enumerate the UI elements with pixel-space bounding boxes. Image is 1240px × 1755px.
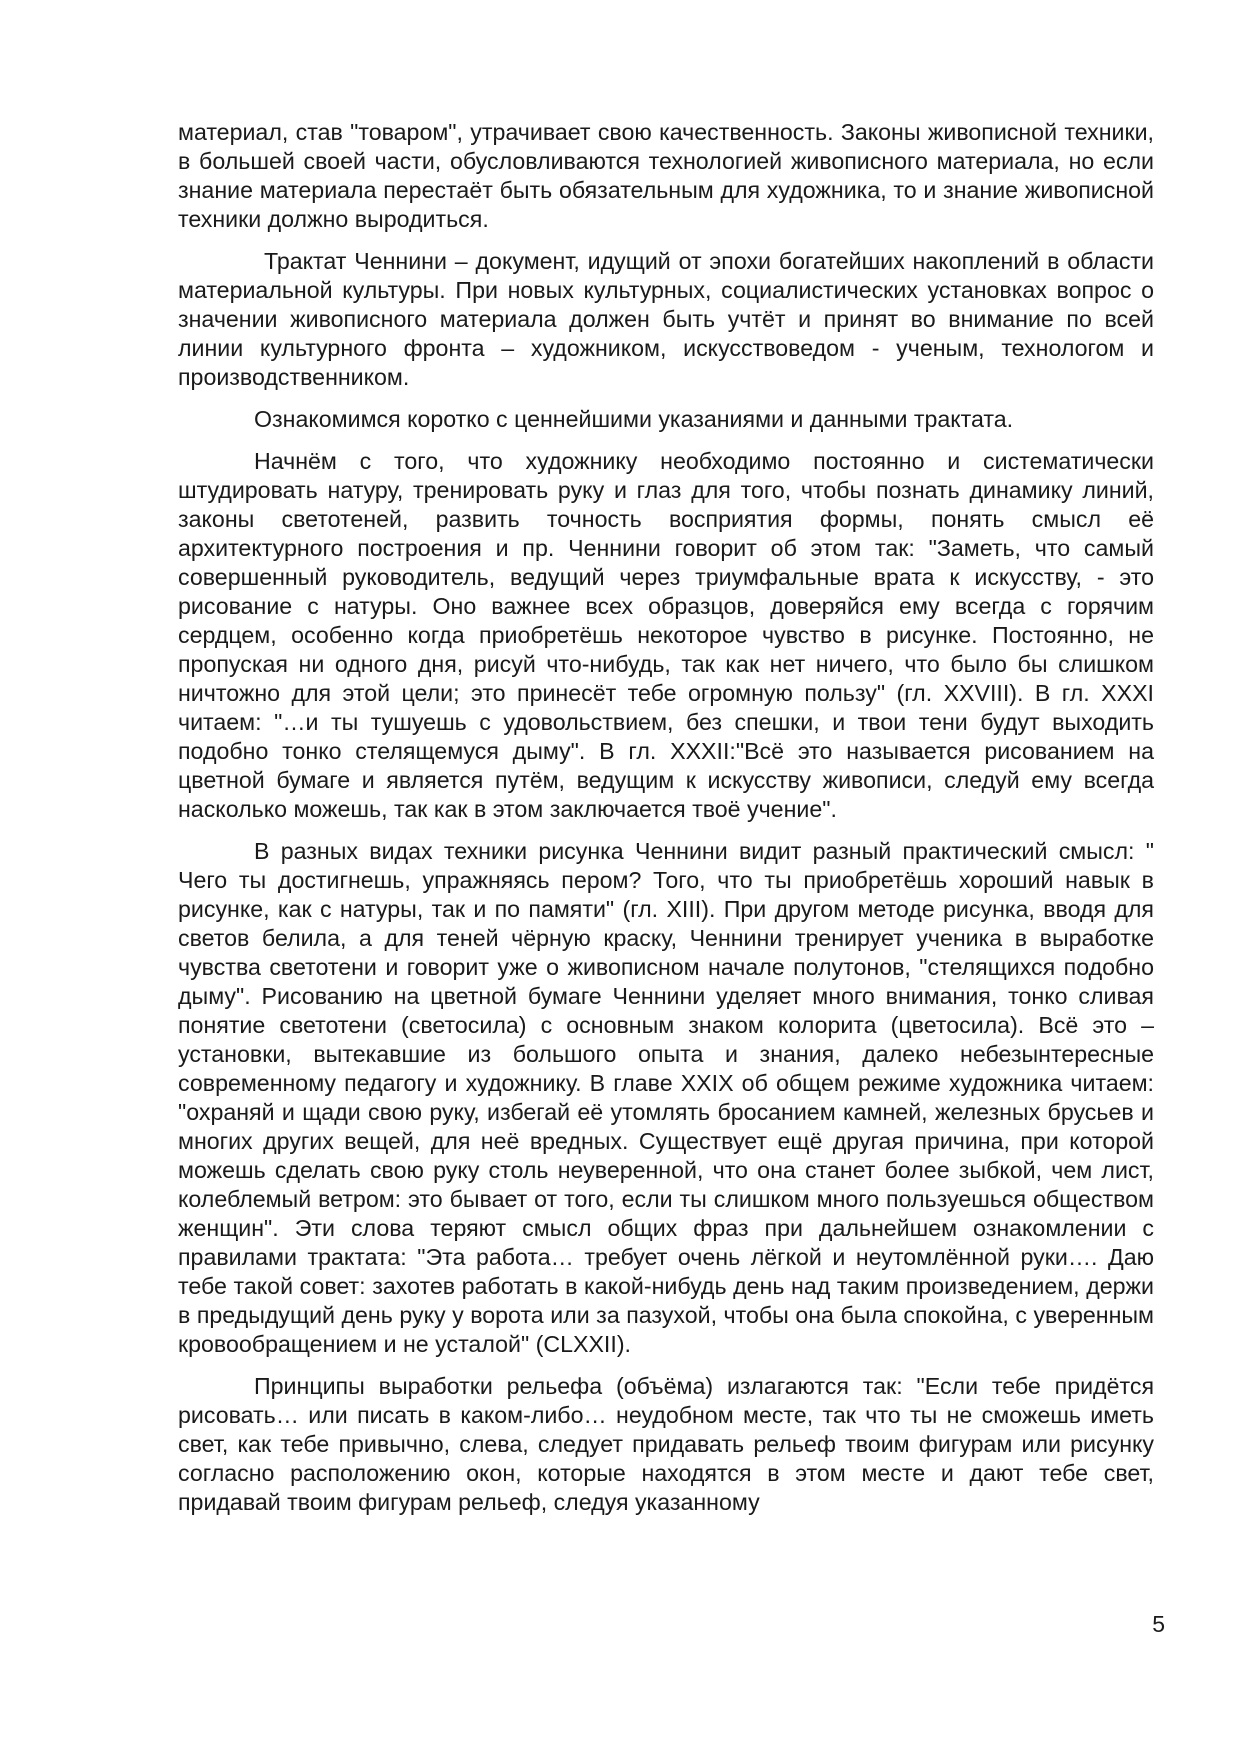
page-number: 5 (1152, 1611, 1165, 1637)
paragraph-1: материал, став "товаром", утрачивает свою качественность. Законы живописной техники, в большей своей части, обусловливаются технологией живописного материала, но если знание материала перестаёт быть обязательным для художника, то и знание живописной техники должно выродиться. (178, 119, 1154, 232)
paragraph-3: Ознакомимся коротко с ценнейшими указаниями и данными трактата. (254, 406, 1014, 432)
paragraph-5: В разных видах техники рисунка Ченнини видит разный практический смысл: " Чего ты достигнешь, упражняясь пером? Того, что ты приобретёшь хороший навык в рисунке, как с натуры, так и по памяти" (гл. XIII). При другом методе рисунка, вводя для светов белила, а для теней чёрную краску, Ченнини тренирует ученика в выработке чувства светотени и говорит уже о живописном начале полутонов, "стелящихся подобно дыму". Рисованию на цветной бумаге Ченнини уделяет много внимания, тонко сливая понятие светотени (светосила) с основным знаком колорита (цветосила). Всё это – установки, вытекавшие из большого опыта и знания, далеко небезынтересные современному педагогу и художнику. В главе XXIX об общем режиме художника читаем: "охраняй и щади свою руку, избегай её утомлять бросанием камней, железных брусьев и многих других вещей, для неё вредных. Существует ещё другая причина, при которой можешь сделать свою руку столь неуверенной, что она станет более зыбкой, чем лист, колеблемый ветром: это бывает от того, если ты слишком много пользуешься обществом женщин". Эти слова теряют смысл общих фраз при дальнейшем ознакомлении с правилами трактата: "Эта работа… требует очень лёгкой и неутомлённой руки…. Даю тебе такой совет: захотев работать в какой-нибудь день над таким произведением, держи в предыдущий день руку у ворота или за пазухой, чтобы она была спокойна, с уверенным кровообращением и не усталой" (CLXXII). (178, 838, 1154, 1357)
paragraph-6: Принципы выработки рельефа (объёма) излагаются так: "Если тебе придётся рисовать… или писать в каком-либо… неудобном месте, так что ты не сможешь иметь свет, как тебе привычно, слева, следует придавать рельеф твоим фигурам или рисунку согласно расположению окон, которые находятся в этом месте и дают тебе свет, придавай твоим фигурам рельеф, следуя указанному (178, 1373, 1154, 1515)
paragraph-2: Трактат Ченнини – документ, идущий от эпохи богатейших накоплений в области материальной культуры. При новых культурных, социалистических установках вопрос о значении живописного материала должен быть учтёт и принят во внимание по всей линии культурного фронта – художником, искусствоведом - ученым, технологом и производственником. (178, 248, 1154, 390)
paragraph-4: Начнём с того, что художнику необходимо постоянно и систематически штудировать натуру, тренировать руку и глаз для того, чтобы познать динамику линий, законы светотеней, развить точность восприятия формы, понять смысл её архитектурного построения и пр. Ченнини говорит об этом так: "Заметь, что самый совершенный руководитель, ведущий через триумфальные врата к искусству, - это рисование с натуры. Оно важнее всех образцов, доверяйся ему всегда с горячим сердцем, особенно когда приобретёшь некоторое чувство в рисунке. Постоянно, не пропуская ни одного дня, рисуй что-нибудь, так как нет ничего, что было бы слишком ничтожно для этой цели; это принесёт тебе огромную пользу" (гл. XXVIII). В гл. XXXI читаем: "…и ты тушуешь с удовольствием, без спешки, и твои тени будут выходить подобно тонко стелящемуся дыму". В гл. XXXII:"Всё это называется рисованием на цветной бумаге и является путём, ведущим к искусству живописи, следуй ему всегда насколько можешь, так как в этом заключается твоё учение". (178, 448, 1154, 822)
page-body (178, 118, 1154, 1530)
